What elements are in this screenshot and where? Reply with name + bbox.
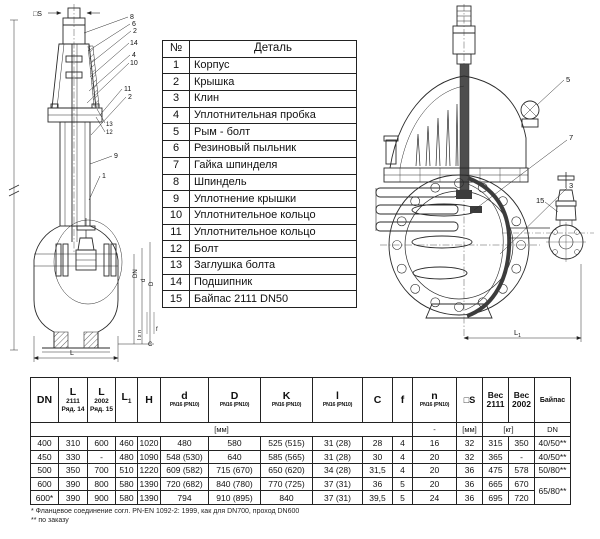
dims-row [31, 491, 571, 505]
dims-cell: 910 (895) [209, 491, 261, 505]
dims-cell: 450 [31, 450, 59, 464]
dims-col-header [509, 378, 535, 423]
col-subtext: Ряд. 15 [89, 405, 113, 413]
dims-cell: 600 [31, 477, 59, 491]
parts-col-name: Деталь [190, 41, 357, 58]
dim-label-lxn: l x n [137, 329, 143, 340]
dims-cell: 315 [483, 437, 509, 451]
dims-cell: 794 [161, 491, 209, 505]
part-number: 5 [163, 124, 190, 141]
dims-cell: 34 (28) [313, 464, 363, 478]
part-number: 9 [163, 191, 190, 208]
dims-cell: 20 [413, 477, 457, 491]
dims-cell: 510 [116, 464, 138, 478]
dims-col-header [31, 378, 59, 423]
parts-row [163, 291, 357, 308]
part-name: Клин [190, 91, 357, 108]
part-number: 15 [163, 291, 190, 308]
col-subtext: PN16 (PN10) [419, 402, 450, 409]
parts-row [163, 157, 357, 174]
dims-col-header [209, 378, 261, 423]
left-valve-drawing [4, 2, 176, 366]
dims-cell: 770 (725) [261, 477, 313, 491]
part-number: 2 [163, 74, 190, 91]
part-number: 7 [163, 157, 190, 174]
dim-label-D: D [149, 281, 155, 286]
parts-table [162, 40, 357, 308]
dims-cell: 365 [483, 450, 509, 464]
col-symbol: L [98, 386, 105, 398]
units-cell: [мм] [31, 423, 413, 437]
dims-cell: 720 (682) [161, 477, 209, 491]
parts-row [163, 74, 357, 91]
part-name: Уплотнительная пробка [190, 107, 357, 124]
dims-cell: 40/50** [535, 450, 571, 464]
part-name: Корпус [190, 57, 357, 74]
dims-cell: 900 [88, 491, 116, 505]
col-subtext: Ряд. 14 [61, 405, 85, 413]
dim-label-square-s: □S [33, 11, 42, 18]
dims-cell: 24 [413, 491, 457, 505]
col-symbol: d [181, 390, 188, 403]
parts-row [163, 224, 357, 241]
dims-cell: 578 [509, 464, 535, 478]
callout-label: 2 [128, 94, 132, 101]
parts-row [163, 241, 357, 258]
dims-cell: 36 [457, 464, 483, 478]
dims-cell: 37 (31) [313, 491, 363, 505]
part-name: Резиновый пыльник [190, 141, 357, 158]
dims-cell: 1090 [138, 450, 161, 464]
dims-cell: 4 [393, 437, 413, 451]
dims-cell: 600* [31, 491, 59, 505]
dims-col-header [483, 378, 509, 423]
part-name: Заглушка болта [190, 257, 357, 274]
parts-col-number: № [163, 41, 190, 58]
part-number: 11 [163, 224, 190, 241]
dims-cell: 475 [483, 464, 509, 478]
dims-cell: 31,5 [363, 464, 393, 478]
right-drawing-geometry [376, 4, 594, 342]
dims-cell: 640 [209, 450, 261, 464]
dims-cell: 5 [393, 491, 413, 505]
dims-cell: 585 (565) [261, 450, 313, 464]
parts-row [163, 91, 357, 108]
col-symbol: $L_1$ [121, 391, 132, 406]
dims-row [31, 437, 571, 451]
dims-cell: 30 [363, 450, 393, 464]
footnotes [31, 507, 299, 525]
units-cell: - [413, 423, 457, 437]
col-symbol: K [282, 390, 291, 403]
dims-header-row [31, 378, 571, 423]
dims-cell: 16 [413, 437, 457, 451]
dims-cell: 390 [59, 491, 88, 505]
callout-label: 3 [569, 181, 574, 190]
dims-cell: 330 [59, 450, 88, 464]
dims-col-header [261, 378, 313, 423]
part-name: Уплотнительное кольцо [190, 207, 357, 224]
dims-cell: 665 [483, 477, 509, 491]
dims-cell: 37 (31) [313, 477, 363, 491]
parts-header-row [163, 41, 357, 58]
callout-label: 1 [102, 173, 106, 180]
dims-cell: 1220 [138, 464, 161, 478]
dims-row [31, 450, 571, 464]
dims-col-header [393, 378, 413, 423]
dims-cell: 28 [363, 437, 393, 451]
callout-label: 7 [569, 133, 574, 142]
callout-label: 12 [106, 130, 113, 136]
right-valve-drawing [372, 2, 598, 354]
dims-cell: 1390 [138, 491, 161, 505]
dims-cell: 480 [161, 437, 209, 451]
dims-cell: 20 [413, 464, 457, 478]
dims-cell: - [88, 450, 116, 464]
dims-cell: 32 [457, 450, 483, 464]
parts-row [163, 141, 357, 158]
parts-row [163, 107, 357, 124]
part-name: Байпас 2111 DN50 [190, 291, 357, 308]
part-name: Болт [190, 241, 357, 258]
dims-cell: 4 [393, 464, 413, 478]
dims-cell: 36 [457, 477, 483, 491]
part-name: Уплотнение крышки [190, 191, 357, 208]
dims-cell: 20 [413, 450, 457, 464]
dims-cell: 650 (620) [261, 464, 313, 478]
dims-cell: 5 [393, 477, 413, 491]
right-drawing-callouts [514, 75, 573, 339]
callout-label: 9 [114, 153, 118, 160]
part-name: Подшипник [190, 274, 357, 291]
col-subtext: PN16 (PN10) [169, 402, 200, 409]
left-drawing-callouts [102, 14, 138, 180]
callout-label: 6 [132, 21, 136, 28]
col-subtext: 2002 [94, 398, 109, 405]
parts-row [163, 174, 357, 191]
dims-cell: 36 [363, 477, 393, 491]
col-subtext: 2002 [512, 399, 531, 409]
part-number: 6 [163, 141, 190, 158]
col-symbol: L [69, 386, 77, 398]
parts-row [163, 191, 357, 208]
footnote-on-request: ** по заказу [31, 517, 69, 524]
parts-row [163, 57, 357, 74]
dims-col-header [363, 378, 393, 423]
parts-row [163, 257, 357, 274]
dim-label-d: d [141, 278, 147, 282]
dims-units-row [31, 423, 571, 437]
dims-row [31, 464, 571, 478]
dims-col-header [88, 378, 116, 423]
dims-cell: - [509, 450, 535, 464]
dims-col-header [116, 378, 138, 423]
dims-col-header [535, 378, 571, 423]
parts-row [163, 274, 357, 291]
dims-cell: 1390 [138, 477, 161, 491]
left-drawing-dim-labels [33, 11, 158, 357]
dims-cell: 390 [59, 477, 88, 491]
col-symbol: Байпас [539, 396, 566, 404]
col-symbol: l [336, 390, 339, 403]
dims-cell: 548 (530) [161, 450, 209, 464]
part-number: 8 [163, 174, 190, 191]
dims-cell: 400 [31, 437, 59, 451]
col-symbol: DN [36, 393, 53, 406]
dims-cell: 525 (515) [261, 437, 313, 451]
col-subtext: 2111 [486, 399, 505, 409]
callout-label: 14 [130, 40, 138, 47]
dims-cell: 50/80** [535, 464, 571, 478]
dims-table-body [31, 437, 571, 505]
part-number: 12 [163, 241, 190, 258]
dims-cell: 840 (780) [209, 477, 261, 491]
units-cell: DN [535, 423, 571, 437]
callout-label: 15 [536, 196, 545, 205]
part-name: Рым - болт [190, 124, 357, 141]
col-symbol: Вес [513, 390, 530, 400]
dims-col-header [59, 378, 88, 423]
callout-label: 5 [566, 75, 571, 84]
part-number: 10 [163, 207, 190, 224]
dims-cell: 700 [88, 464, 116, 478]
dims-cell: 670 [509, 477, 535, 491]
parts-row [163, 207, 357, 224]
part-number: 1 [163, 57, 190, 74]
col-symbol: □S [463, 394, 476, 405]
dims-cell: 609 (582) [161, 464, 209, 478]
dims-col-header [138, 378, 161, 423]
callout-label: 10 [130, 60, 138, 67]
dim-label-DN: DN [133, 269, 139, 278]
units-cell: [мм] [457, 423, 483, 437]
dims-col-header [161, 378, 209, 423]
part-number: 13 [163, 257, 190, 274]
dims-col-header [457, 378, 483, 423]
callout-label: 2 [133, 28, 137, 35]
part-number: 4 [163, 107, 190, 124]
callout-label: 4 [132, 52, 136, 59]
part-name: Уплотнительное кольцо [190, 224, 357, 241]
dimensions-table [30, 377, 571, 505]
part-number: 3 [163, 91, 190, 108]
dims-cell: 39,5 [363, 491, 393, 505]
dims-cell: 310 [59, 437, 88, 451]
dims-cell: 1020 [138, 437, 161, 451]
dims-cell: 500 [31, 464, 59, 478]
dims-cell: 31 (28) [313, 437, 363, 451]
dims-col-header [413, 378, 457, 423]
parts-row [163, 124, 357, 141]
dims-cell: 580 [209, 437, 261, 451]
left-drawing-leader-lines [84, 17, 131, 200]
footnote-flange: * Фланцевое соединение согл. PN-EN 1092-2: 1999, как для DN700, проход DN600 [31, 508, 300, 515]
callout-label: 11 [124, 86, 132, 93]
dims-cell: 460 [116, 437, 138, 451]
part-name: Гайка шпинделя [190, 157, 357, 174]
units-cell: [кг] [483, 423, 535, 437]
dim-label-L: L [70, 350, 74, 357]
col-subtext: 2111 [66, 398, 80, 405]
callout-label: 13 [106, 122, 113, 128]
dims-cell: 350 [509, 437, 535, 451]
dims-col-header [313, 378, 363, 423]
dims-cell: 715 (670) [209, 464, 261, 478]
dims-cell: 65/80** [535, 477, 571, 504]
dims-cell: 800 [88, 477, 116, 491]
parts-table-body [163, 57, 357, 307]
dim-label-C: C [148, 342, 153, 348]
col-subtext: PN16 (PN10) [271, 402, 302, 409]
col-symbol: Вес [487, 390, 504, 400]
col-symbol: H [145, 393, 153, 406]
col-symbol: C [373, 393, 382, 406]
dims-cell: 36 [457, 491, 483, 505]
dims-cell: 840 [261, 491, 313, 505]
dims-cell: 580 [116, 477, 138, 491]
dims-cell: 580 [116, 491, 138, 505]
dims-cell: 720 [509, 491, 535, 505]
dims-cell: 600 [88, 437, 116, 451]
part-number: 14 [163, 274, 190, 291]
dims-cell: 350 [59, 464, 88, 478]
col-symbol: n [431, 390, 438, 403]
col-symbol: f [400, 393, 405, 406]
dims-cell: 32 [457, 437, 483, 451]
dims-cell: 695 [483, 491, 509, 505]
col-symbol: D [230, 390, 239, 403]
dims-cell: 31 (28) [313, 450, 363, 464]
dim-label-L1: $L_1$ [514, 328, 521, 339]
col-subtext: PN16 (PN10) [219, 402, 250, 409]
dims-row [31, 477, 571, 491]
col-subtext: PN16 (PN10) [322, 402, 353, 409]
dim-label-f: f [156, 327, 158, 333]
dims-cell: 480 [116, 450, 138, 464]
part-name: Крышка [190, 74, 357, 91]
part-name: Шпиндель [190, 174, 357, 191]
dims-cell: 40/50** [535, 437, 571, 451]
callout-label: 8 [130, 14, 134, 21]
dims-cell: 4 [393, 450, 413, 464]
